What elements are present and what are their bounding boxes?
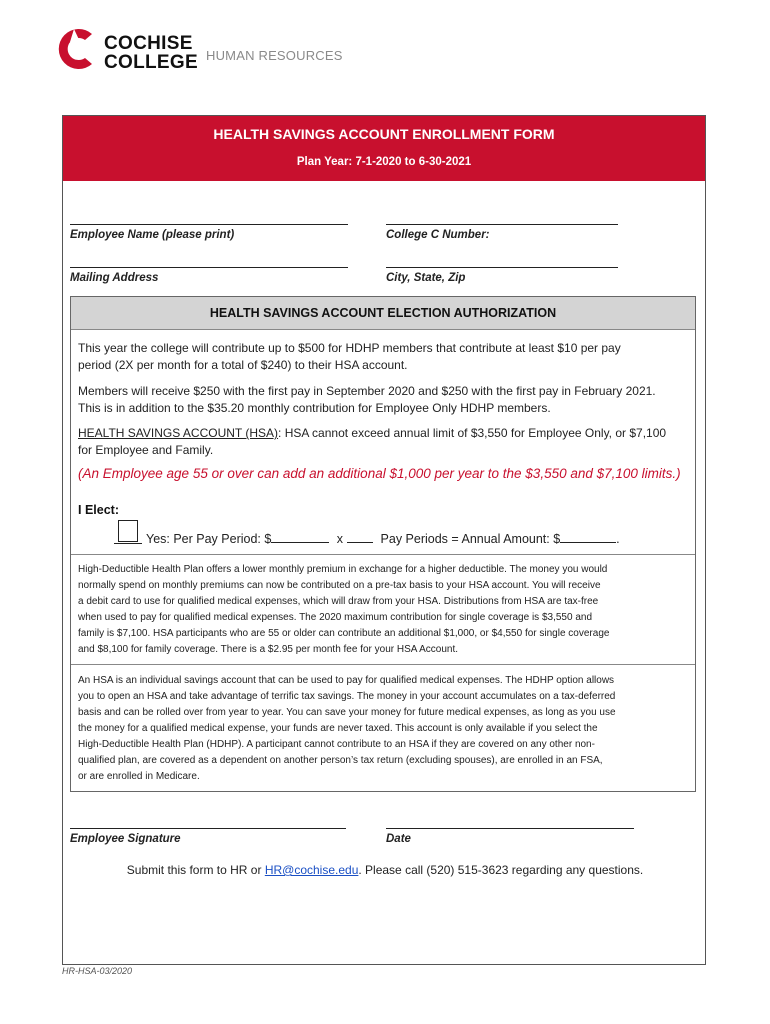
employee-name-label: Employee Name (please print) — [70, 229, 235, 241]
hdhp-line: when used to pay for qualified medical expenses. The 2020 maximum contribution for single coverage is $3,550 and — [78, 612, 593, 623]
hsa-line: or are enrolled in Medicare. — [78, 771, 200, 782]
hsa-line: qualified plan, are covered as a dependent on another person’s tax return (excluding spouses), are enrolled in an FSA, — [78, 755, 603, 766]
hsa-line: basis and can be rolled over from year to year. You can save your money for future medical expenses, as long as you use — [78, 707, 616, 718]
hdhp-line: family is $7,100. HSA participants who are 55 or older can contribute an additional $1,000, or $4,550 for single coverage — [78, 628, 610, 639]
submit-suffix: . Please call (520) 515-3623 regarding any questions. — [358, 863, 644, 877]
election-period: . — [616, 532, 620, 546]
schedule-paragraph — [78, 383, 656, 417]
contribution-line-2: period (2X per month for a total of $240) to their HSA account. — [78, 358, 408, 372]
hdhp-line: a debit card to use for qualified medical expenses, which will draw from your HSA. Distributions from HSA are tax-free — [78, 596, 599, 607]
logo-line-2: COLLEGE — [104, 52, 198, 73]
college-number-field[interactable] — [386, 224, 618, 225]
checkbox-underline — [114, 543, 142, 544]
hsa-line: An HSA is an individual savings account that can be used to pay for qualified medical expenses. The HDHP option allows — [78, 675, 615, 686]
per-pay-amount-field[interactable] — [271, 530, 329, 543]
schedule-line-1: Members will receive $250 with the first pay in September 2020 and $250 with the first pay in February 2021. — [78, 384, 656, 398]
i-elect-label: I Elect: — [78, 503, 119, 517]
college-wordmark — [104, 34, 198, 72]
hsa-info-paragraph — [78, 673, 690, 785]
multiply-sign: x — [336, 532, 344, 546]
hsa-line: the money for a qualified medical expense, your funds are never taxed. This account is only available if you select the — [78, 723, 598, 734]
date-label: Date — [386, 833, 411, 845]
hsa-heading-link: HEALTH SAVINGS ACCOUNT (HSA) — [78, 426, 279, 440]
department-label: HUMAN RESOURCES — [206, 48, 343, 63]
hr-email-link[interactable]: HR@cochise.edu — [264, 863, 359, 877]
form-title-banner — [63, 116, 705, 181]
election-heading: HEALTH SAVINGS ACCOUNT ELECTION AUTHORIZATION — [71, 297, 695, 330]
catch-up-note: (An Employee age 55 or over can add an additional $1,000 per year to the $3,550 and $7,100 limits.) — [78, 466, 681, 481]
limit-paragraph — [78, 425, 666, 459]
schedule-line-2: This is in addition to the $35.20 monthly contribution for Employee Only HDHP members. — [78, 401, 551, 415]
city-state-zip-field[interactable] — [386, 267, 618, 268]
hsa-line: you to open an HSA and take advantage of terrific tax savings. The money in your account accumulates on a tax-deferred — [78, 691, 616, 702]
pay-periods-field[interactable] — [347, 530, 373, 543]
employee-name-field[interactable] — [70, 224, 348, 225]
mailing-address-field[interactable] — [70, 267, 348, 268]
date-field[interactable] — [386, 828, 634, 829]
limit-line-1: : HSA cannot exceed annual limit of $3,550 for Employee Only, or $7,100 — [278, 426, 667, 440]
college-number-label: College C Number: — [386, 229, 490, 241]
divider — [71, 554, 695, 555]
divider — [71, 664, 695, 665]
yes-checkbox[interactable] — [118, 520, 138, 542]
yes-label: Yes: Per Pay Period: $ — [146, 532, 272, 546]
annual-amount-field[interactable] — [560, 530, 616, 543]
contribution-line-1: This year the college will contribute up to $500 for HDHP members that contribute at least $10 per pay — [78, 341, 621, 355]
employee-signature-label: Employee Signature — [70, 833, 181, 845]
employee-signature-field[interactable] — [70, 828, 346, 829]
form-title: HEALTH SAVINGS ACCOUNT ENROLLMENT FORM — [213, 126, 555, 142]
hdhp-line: and $8,100 for family coverage. There is a $2.95 per month fee for your HSA Account. — [78, 644, 459, 655]
submit-prefix: Submit this form to HR or — [126, 863, 265, 877]
hdhp-line: normally spend on monthly premiums can now be contributed on a pre-tax basis to your HSA account. You will receive — [78, 580, 601, 591]
contribution-paragraph — [78, 340, 621, 374]
hsa-line: High-Deductible Health Plan (HDHP). A participant cannot contribute to an HSA if they are covered on any other non- — [78, 739, 595, 750]
city-state-zip-label: City, State, Zip — [386, 272, 466, 284]
submit-instructions — [0, 863, 770, 877]
college-logo-icon — [52, 24, 100, 74]
limit-line-2: for Employee and Family. — [78, 443, 214, 457]
form-code: HR-HSA-03/2020 — [62, 966, 133, 976]
hdhp-line: High-Deductible Health Plan offers a lower monthly premium in exchange for a higher deductible. The money you would — [78, 564, 608, 575]
logo-line-1: COCHISE — [104, 33, 193, 54]
plan-year: Plan Year: 7-1-2020 to 6-30-2021 — [296, 156, 472, 168]
election-line — [146, 530, 620, 546]
mailing-address-label: Mailing Address — [70, 272, 159, 284]
pay-periods-label: Pay Periods = Annual Amount: $ — [380, 532, 561, 546]
hdhp-paragraph — [78, 562, 690, 658]
